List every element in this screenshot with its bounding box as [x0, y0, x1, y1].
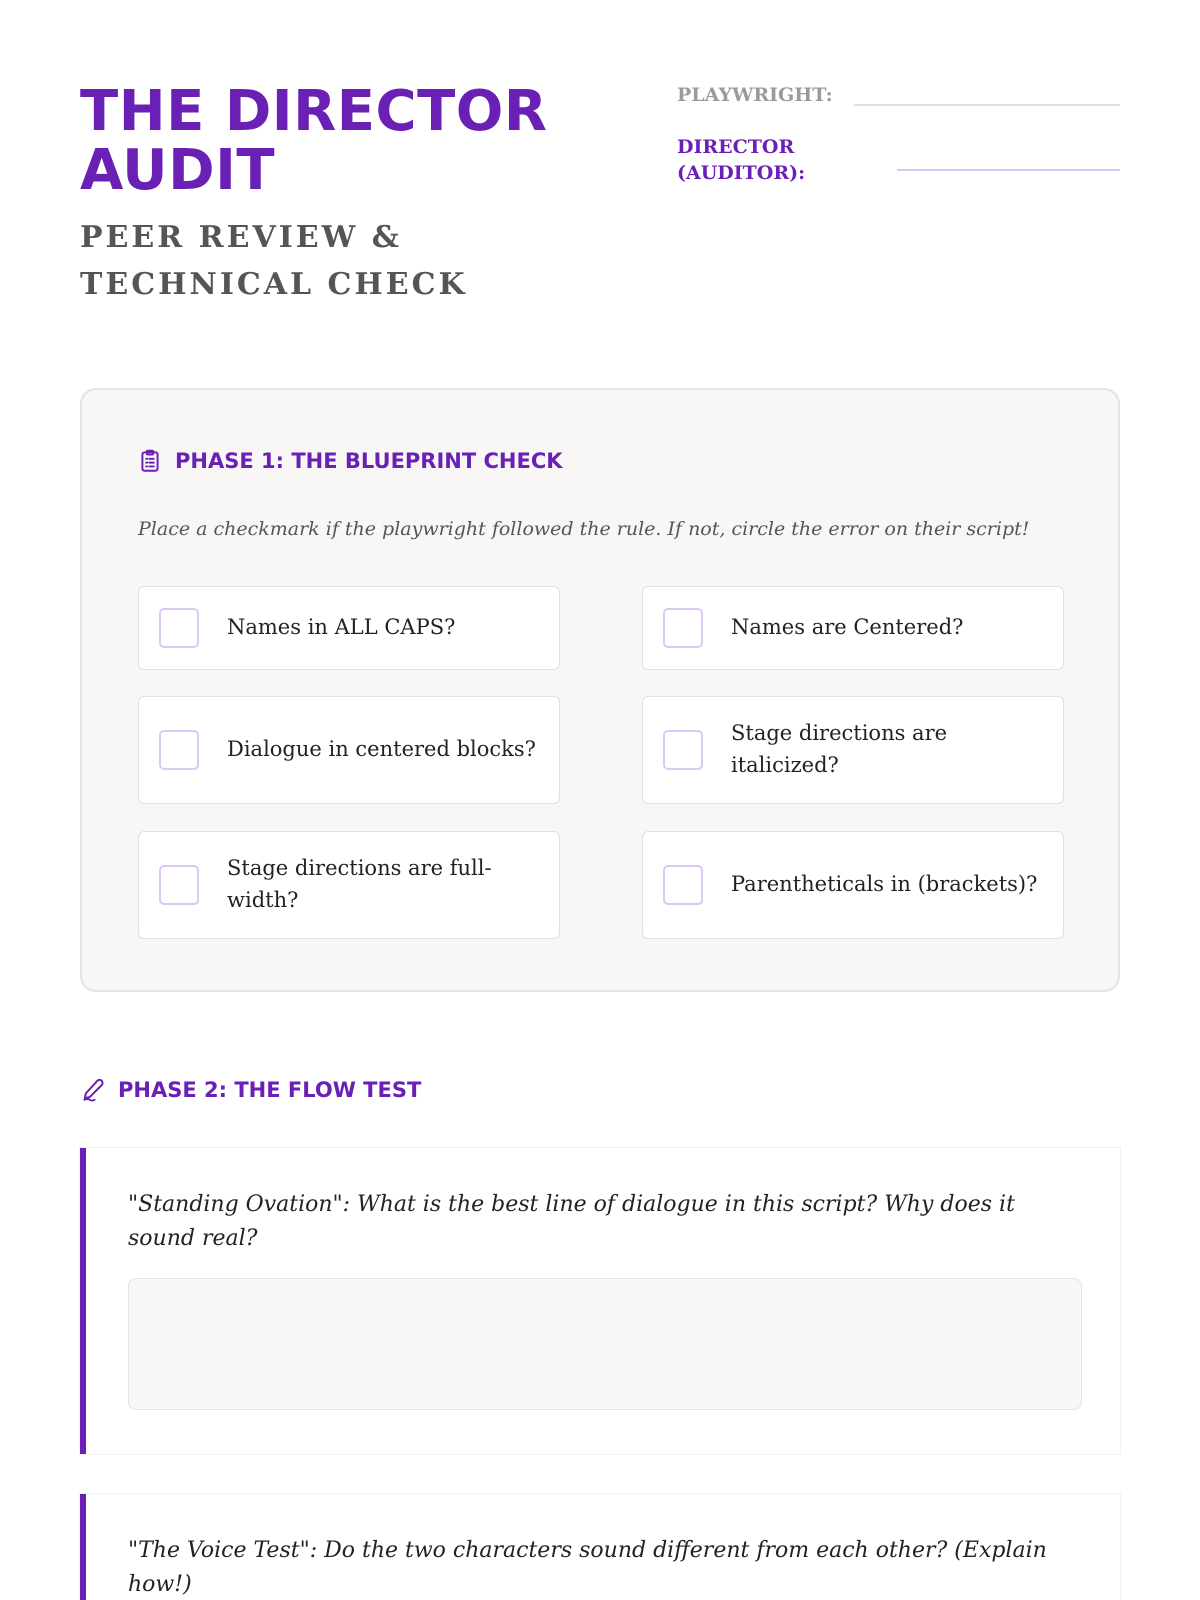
- checklist-item[interactable]: [138, 696, 560, 804]
- phase1-instruction: Place a checkmark if the playwright followed the rule. If not, circle the error on their script!: [138, 518, 1030, 540]
- worksheet-header: [80, 79, 1120, 312]
- checklist-item[interactable]: [642, 831, 1064, 939]
- question-text: "Standing Ovation": What is the best line of dialogue in this script? Why does it sound real?: [128, 1192, 1015, 1251]
- question-card: [80, 1148, 1120, 1454]
- checklist-item-label: Dialogue in centered blocks?: [227, 737, 536, 761]
- checkbox[interactable]: [663, 608, 703, 648]
- checklist-item[interactable]: [138, 831, 560, 939]
- page-subtitle: PEER REVIEW & TECHNICAL CHECK: [80, 220, 468, 302]
- checkbox[interactable]: [159, 865, 199, 905]
- clipboard-icon: [137, 448, 163, 474]
- phase2-heading: [80, 1077, 421, 1103]
- checkbox[interactable]: [663, 865, 703, 905]
- checkbox[interactable]: [159, 608, 199, 648]
- page-title: THE DIRECTOR AUDIT: [80, 79, 548, 203]
- checklist-item-label: Parentheticals in (brackets)?: [731, 872, 1038, 896]
- checklist-item[interactable]: [642, 586, 1064, 670]
- question-card: [80, 1494, 1120, 1600]
- checkbox[interactable]: [663, 730, 703, 770]
- checklist-grid: [138, 586, 1064, 936]
- playwright-input-line[interactable]: [854, 104, 1120, 106]
- checklist-item-label: Names in ALL CAPS?: [227, 615, 456, 639]
- pen-icon: [80, 1077, 106, 1103]
- checklist-item[interactable]: [138, 586, 560, 670]
- phase2-heading-text: PHASE 2: THE FLOW TEST: [118, 1078, 422, 1102]
- checklist-item[interactable]: [642, 696, 1064, 804]
- checklist-item-label: Stage directions are italicized?: [731, 721, 948, 777]
- director-input-line[interactable]: [897, 169, 1120, 171]
- checklist-item-label: Stage directions are full-width?: [227, 856, 492, 912]
- question-text: "The Voice Test": Do the two characters sound different from each other? (Explain how!): [128, 1538, 1047, 1597]
- playwright-label: PLAYWRIGHT:: [677, 84, 833, 106]
- answer-textarea[interactable]: [128, 1278, 1082, 1410]
- checkbox[interactable]: [159, 730, 199, 770]
- phase1-heading-text: PHASE 1: THE BLUEPRINT CHECK: [175, 449, 563, 473]
- checklist-item-label: Names are Centered?: [731, 615, 964, 639]
- meta-fields: [677, 82, 1120, 202]
- director-label: DIRECTOR (AUDITOR):: [677, 136, 806, 184]
- phase1-heading: [137, 448, 563, 474]
- phase1-card: [80, 388, 1120, 992]
